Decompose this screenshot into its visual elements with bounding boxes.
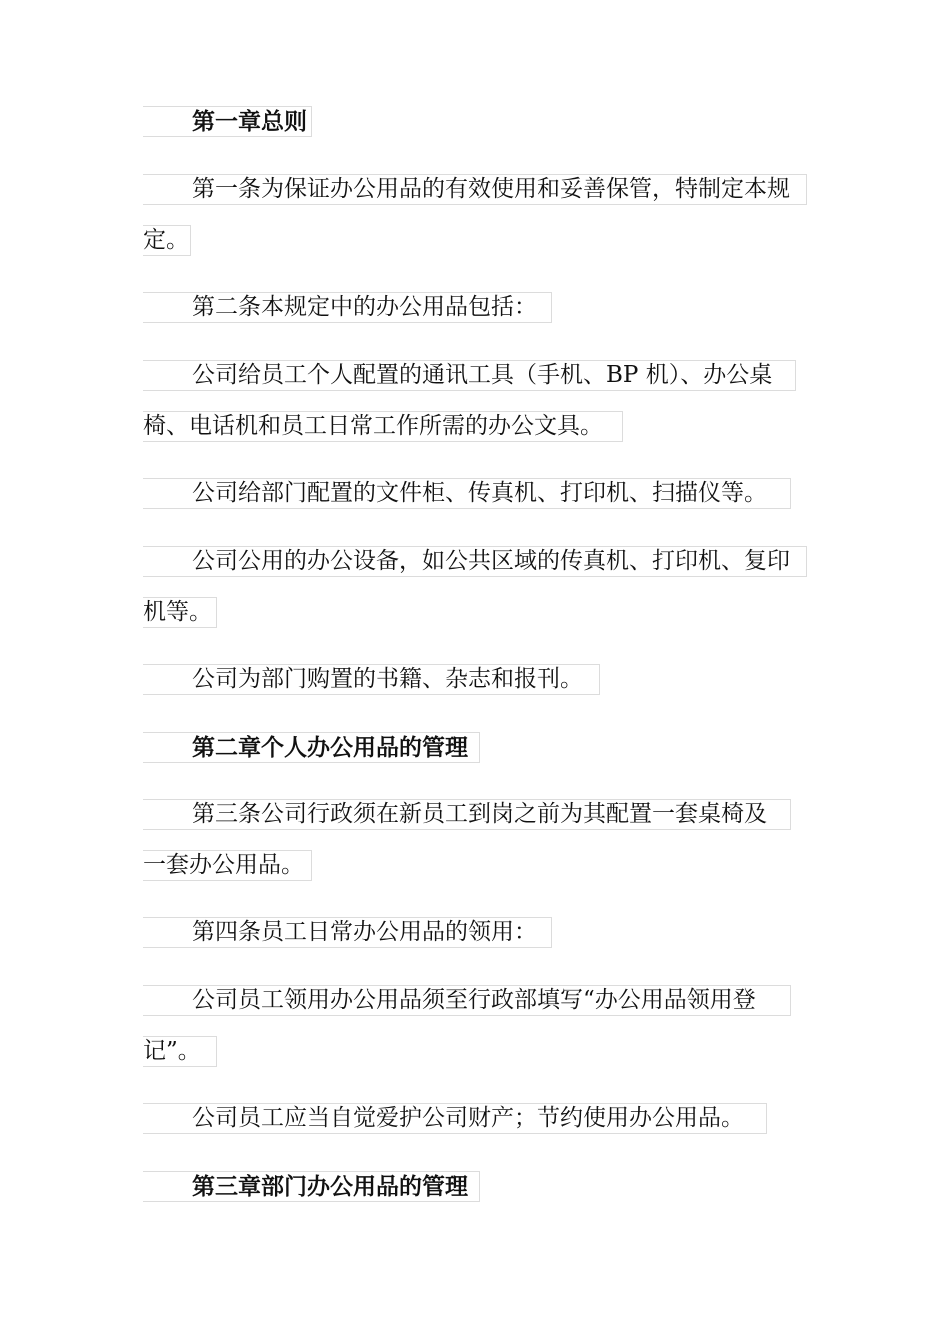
item-3-line-1: 公司公用的办公设备，如公共区域的传真机、打印机、复印 [143,546,807,577]
chapter-3-heading: 第三章部门办公用品的管理 [143,1171,480,1202]
article-3-line-2: 一套办公用品。 [143,850,312,881]
article-1-line-1: 第一条为保证办公用品的有效使用和妥善保管，特制定本规 [143,174,807,205]
article-4-item-1-line-2: 记”。 [143,1036,217,1067]
article-4-item-1-line-1: 公司员工领用办公用品须至行政部填写“办公用品领用登 [143,985,791,1016]
item-2: 公司给部门配置的文件柜、传真机、打印机、扫描仪等。 [143,478,791,509]
item-4: 公司为部门购置的书籍、杂志和报刊。 [143,664,600,695]
article-2: 第二条本规定中的办公用品包括： [143,292,552,323]
chapter-2-heading: 第二章个人办公用品的管理 [143,732,480,763]
article-4-item-2: 公司员工应当自觉爱护公司财产；节约使用办公用品。 [143,1103,767,1134]
article-4: 第四条员工日常办公用品的领用： [143,917,552,948]
chapter-1-heading: 第一章总则 [143,106,312,137]
item-1-line-1: 公司给员工个人配置的通讯工具（手机、BP 机）、办公桌 [143,360,796,391]
article-3-line-1: 第三条公司行政须在新员工到岗之前为其配置一套桌椅及 [143,799,791,830]
item-1-line-2: 椅、电话机和员工日常工作所需的办公文具。 [143,411,623,442]
article-1-line-2: 定。 [143,225,191,256]
item-3-line-2: 机等。 [143,597,217,628]
